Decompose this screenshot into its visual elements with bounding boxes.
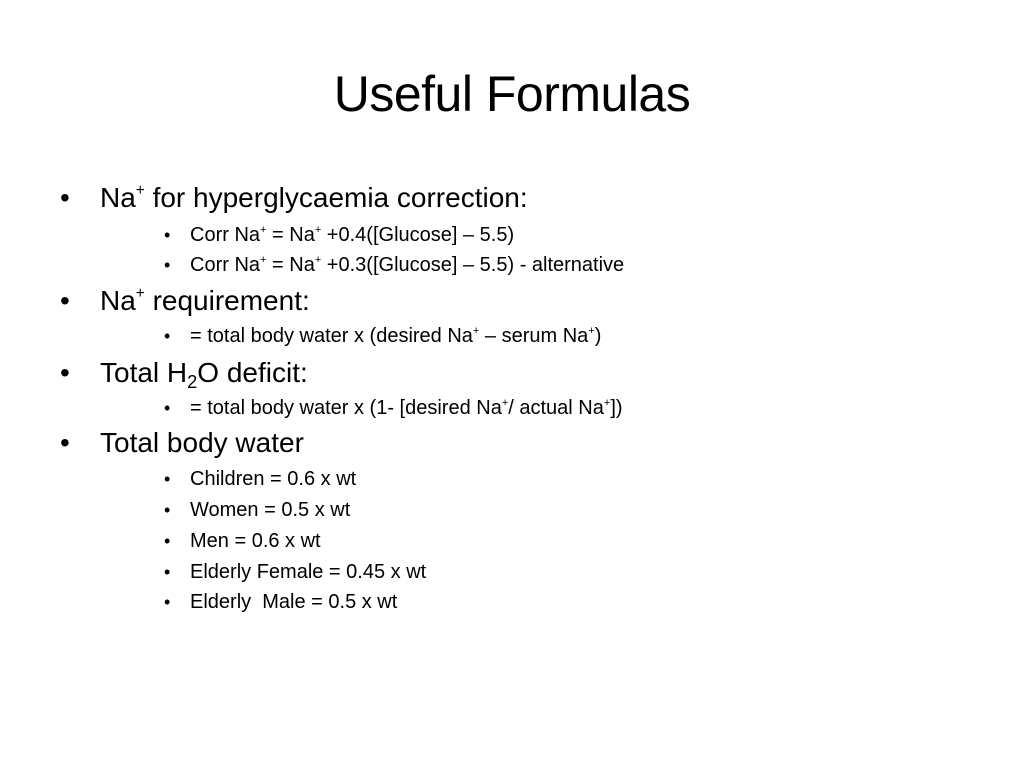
bullet-text: Total body water bbox=[100, 427, 304, 458]
bullet-text: Na+ requirement: bbox=[100, 285, 310, 316]
bullet-icon: • bbox=[164, 592, 171, 612]
bullet-text: Total $H_2O$ deficit: bbox=[100, 357, 308, 393]
bullet-icon: • bbox=[164, 500, 171, 520]
bullet-icon: • bbox=[164, 326, 171, 346]
bullet-icon: • bbox=[60, 427, 70, 458]
bullet-icon: • bbox=[164, 531, 171, 551]
sub-bullet-text: = total body water x (desired Na+ – serum Na+) bbox=[190, 324, 602, 347]
bullet-text: Na+ for hyperglycaemia correction: bbox=[100, 182, 528, 213]
sub-bullet-text: Elderly Female = 0.45 x wt bbox=[190, 561, 427, 583]
sub-bullet-text: Children = 0.6 x wt bbox=[190, 468, 357, 490]
bullet-icon: • bbox=[60, 285, 70, 316]
slide-title: Useful Formulas bbox=[333, 66, 691, 122]
bullet-icon: • bbox=[60, 182, 70, 213]
bullet-icon: • bbox=[164, 469, 171, 489]
bullet-icon: • bbox=[60, 357, 70, 388]
sub-bullet-text: Corr Na+ = Na+ +0.3([Glucose] – 5.5) - alternative bbox=[190, 253, 625, 276]
sub-bullet-text: Corr Na+ = Na+ +0.4([Glucose] – 5.5) bbox=[190, 223, 515, 246]
sub-bullet-text: Elderly Male = 0.5 x wt bbox=[190, 591, 398, 613]
bullet-icon: • bbox=[164, 398, 171, 418]
sub-bullet-text: = total body water x (1- [desired Na+/ actual Na+]) bbox=[190, 396, 623, 419]
bullet-icon: • bbox=[164, 562, 171, 582]
sub-bullet-text: Women = 0.5 x wt bbox=[190, 499, 351, 521]
sub-bullet-text: Men = 0.6 x wt bbox=[190, 530, 321, 552]
bullet-icon: • bbox=[164, 255, 171, 275]
bullet-icon: • bbox=[164, 225, 171, 245]
